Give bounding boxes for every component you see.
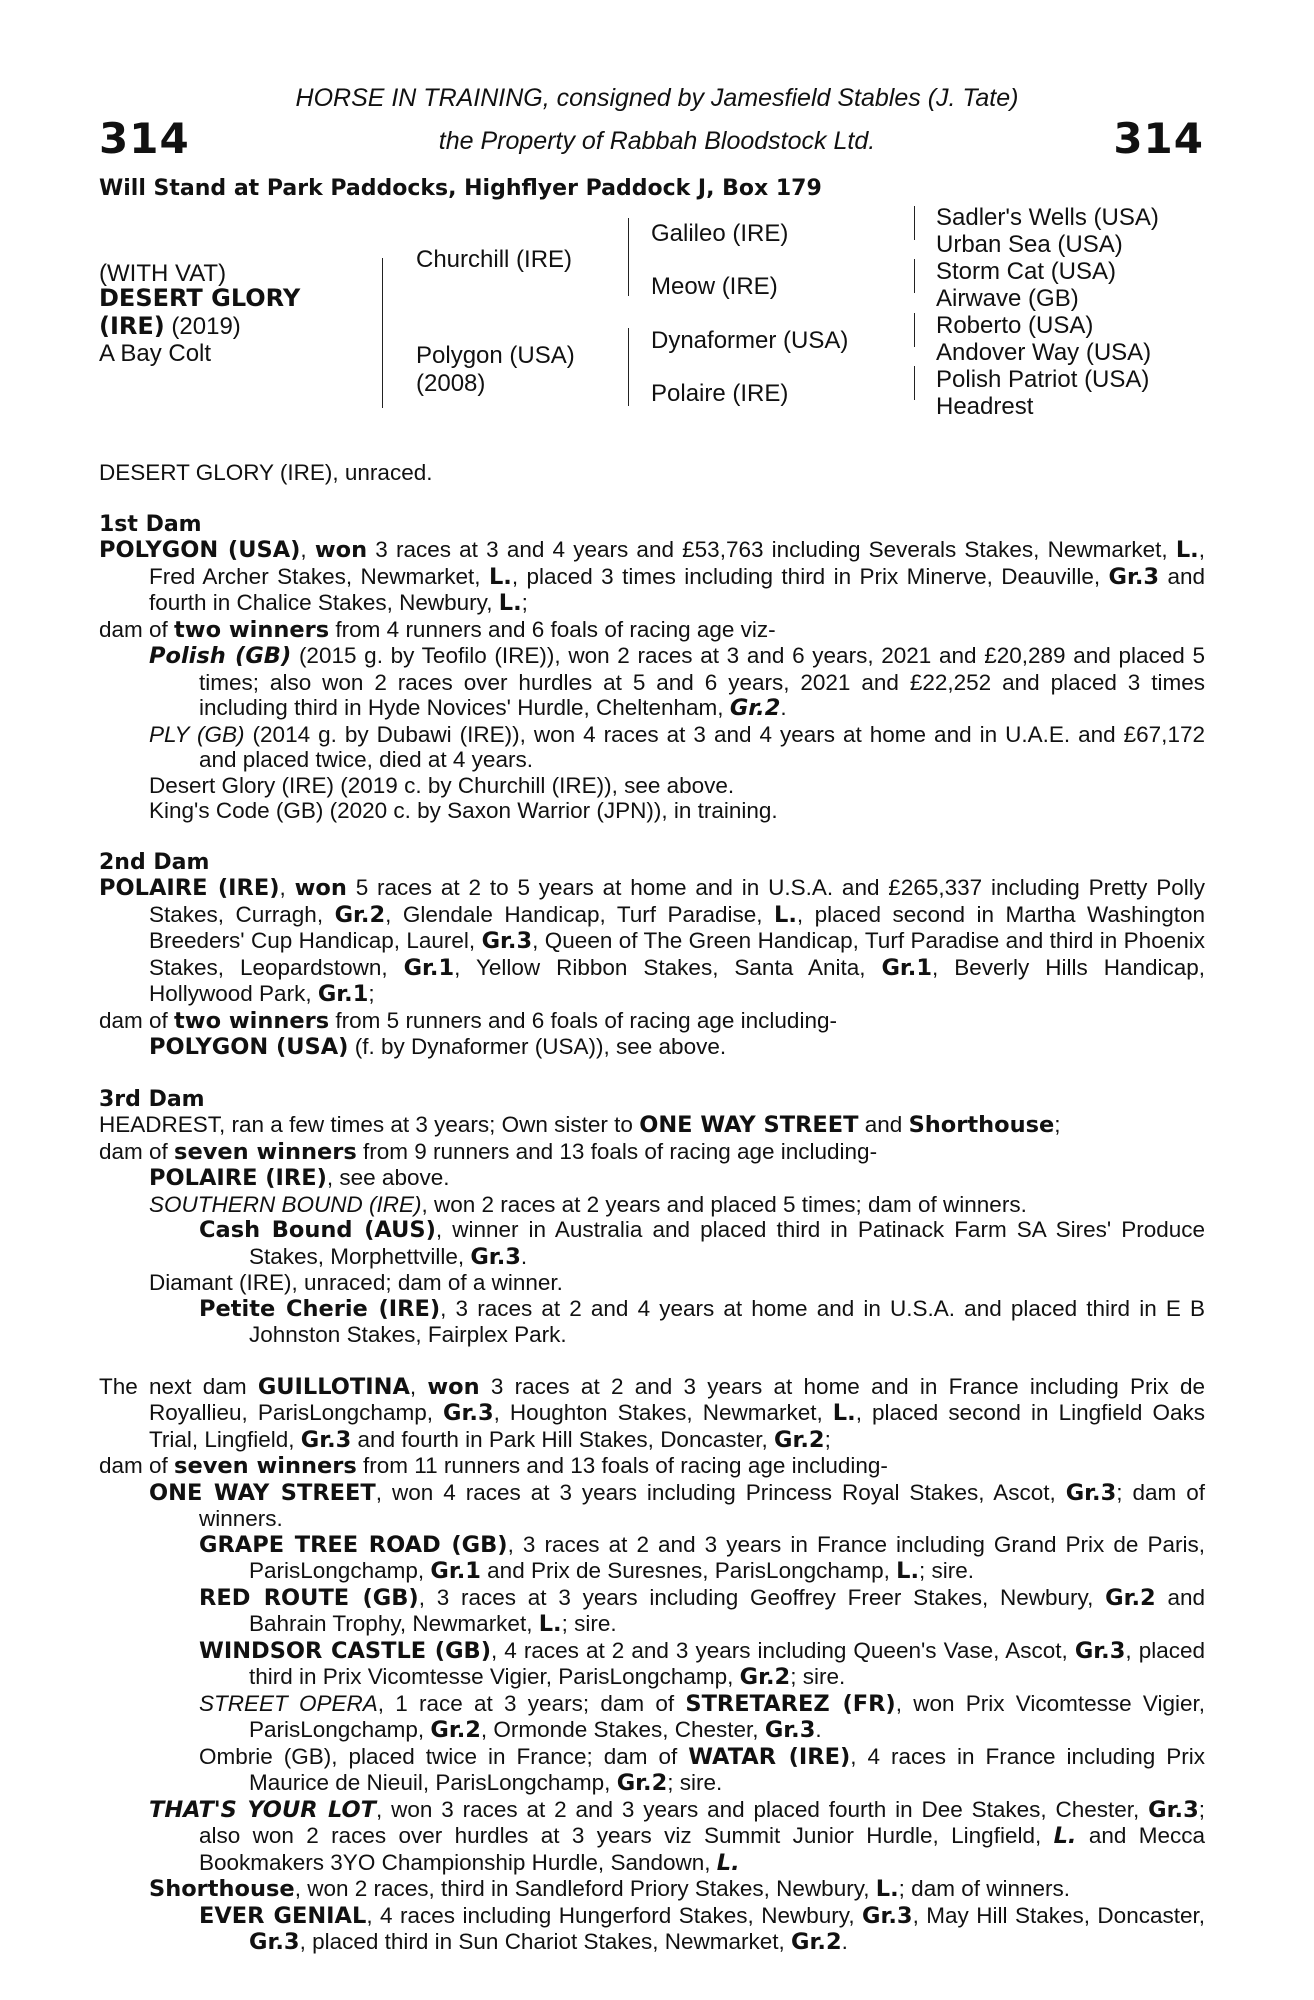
stand-location: Will Stand at Park Paddocks, Highflyer Paddock J, Box 179: [99, 176, 822, 201]
horse-name: DESERT GLORY: [99, 284, 301, 312]
third-dam-produce-summary: dam of seven winners from 9 runners and 13 foals of racing age including-: [99, 1138, 878, 1165]
first-dam-heading: 1st Dam: [99, 511, 202, 537]
pedigree-sire-sire: Galileo (IRE): [651, 220, 789, 247]
consignor-line: HORSE IN TRAINING, consigned by Jamesfield Stables (J. Tate): [295, 84, 1019, 112]
second-dam-produce-summary: dam of two winners from 5 runners and 6 foals of racing age including-: [99, 1007, 837, 1034]
pedigree-sss: Sadler's Wells (USA): [936, 204, 1159, 231]
produce-polish: Polish (GB) (2015 g. by Teofilo (IRE)), won 2 races at 3 and 6 years, 2021 and £20,289 and placed 5 times; also won 2 races over hurdles at 5 and 6 years, 2021 and £22,252 and placed 3 times including third in Hyde Novices' Hurdle, Cheltenham, Gr.2.: [149, 643, 1205, 721]
produce-ply: PLY (GB) (2014 g. by Dubawi (IRE)), won 4 races at 3 and 4 years at home and in U.A.E. and £67,172 and placed twice, died at 4 years.: [149, 721, 1205, 772]
lot-number-left: 314: [99, 114, 190, 163]
produce-shorthouse: Shorthouse, won 2 races, third in Sandleford Priory Stakes, Newbury, L.; dam of winners.: [149, 1876, 1070, 1902]
pedigree-sire-dam: Meow (IRE): [651, 273, 778, 300]
pedigree-brace-sd: [914, 259, 915, 293]
produce-thats-your-lot: THAT'S YOUR LOT, won 3 races at 2 and 3 years and placed fourth in Dee Stakes, Chester, Gr.3; also won 2 races over hurdles at 3 years viz Summit Junior Hurdle, Lingfield, L. and Mecca Bookmakers 3YO Championship Hurdle, Sandown, L.: [149, 1796, 1205, 1876]
third-dam-record: HEADREST, ran a few times at 3 years; Own sister to ONE WAY STREET and Shorthouse;: [99, 1112, 1061, 1138]
pedigree-dam-dam: Polaire (IRE): [651, 380, 789, 407]
horse-description: A Bay Colt: [99, 340, 212, 367]
produce-petite-cherie: Petite Cherie (IRE), 3 races at 2 and 4 years at home and in U.S.A. and placed third in E B Johnston Stakes, Fairplex Park.: [199, 1295, 1205, 1347]
property-line: the Property of Rabbah Bloodstock Ltd.: [438, 127, 876, 155]
pedigree-dam-sire: Dynaformer (USA): [651, 327, 849, 354]
produce-one-way-street: ONE WAY STREET, won 4 races at 3 years including Princess Royal Stakes, Ascot, Gr.3; dam of winners.: [149, 1479, 1205, 1531]
second-dam-heading: 2nd Dam: [99, 849, 210, 875]
pedigree-sdd: Airwave (GB): [936, 285, 1079, 312]
pedigree-brace-ds: [914, 313, 915, 347]
first-dam-produce-summary: dam of two winners from 4 runners and 6 foals of racing age viz-: [99, 616, 776, 643]
pedigree-sds: Storm Cat (USA): [936, 258, 1117, 285]
pedigree-brace-sire: [628, 218, 629, 296]
first-dam-record: POLYGON (USA), won 3 races at 3 and 4 years and £53,763 including Severals Stakes, Newmarket, L., Fred Archer Stakes, Newmarket, L., placed 3 times including third in Prix Minerve, Deauville, Gr.3 and fourth in Chalice Stakes, Newbury, L.;: [99, 537, 1205, 616]
produce-street-opera: STREET OPERA, 1 race at 3 years; dam of STRETAREZ (FR), won Prix Vicomtesse Vigier, ParisLongchamp, Gr.2, Ormonde Stakes, Chester, Gr.3.: [199, 1690, 1205, 1743]
produce-desert-glory: Desert Glory (IRE) (2019 c. by Churchill (IRE)), see above.: [149, 772, 735, 798]
pedigree-brace-ss: [914, 206, 915, 240]
pedigree-brace-dam: [628, 328, 629, 406]
produce-southern-bound: SOUTHERN BOUND (IRE), won 2 races at 2 years and placed 5 times; dam of winners.: [149, 1191, 1027, 1217]
pedigree-dam: Polygon (USA): [416, 342, 575, 369]
produce-red-route: RED ROUTE (GB), 3 races at 3 years including Geoffrey Freer Stakes, Newbury, Gr.2 and Bahrain Trophy, Newmarket, L.; sire.: [199, 1584, 1205, 1637]
produce-kings-code: King's Code (GB) (2020 c. by Saxon Warrior (JPN)), in training.: [149, 798, 778, 823]
second-dam-record: POLAIRE (IRE), won 5 races at 2 to 5 years at home and in U.S.A. and £265,337 including Pretty Polly Stakes, Curragh, Gr.2, Glendale Handicap, Turf Paradise, L., placed second in Martha Washington Breeders' Cup Handicap, Laurel, Gr.3, Queen of The Green Handicap, Turf Paradise and third in Phoenix Stakes, Leopardstown, Gr.1, Yellow Ribbon Stakes, Santa Anita, Gr.1, Beverly Hills Handicap, Hollywood Park, Gr.1;: [99, 875, 1206, 1007]
pedigree-ssd: Urban Sea (USA): [936, 231, 1123, 258]
third-dam-heading: 3rd Dam: [99, 1086, 205, 1112]
pedigree-brace-dd: [914, 366, 915, 400]
catalogue-body: [99, 460, 1205, 1956]
produce-cash-bound: Cash Bound (AUS), winner in Australia and placed third in Patinack Farm SA Sires' Produce Stakes, Morphettville, Gr.3.: [199, 1217, 1205, 1270]
lot-number-right: 314: [1113, 114, 1204, 163]
pedigree-dds: Polish Patriot (USA): [936, 366, 1150, 393]
next-dam-record: The next dam GUILLOTINA, won 3 races at 2 and 3 years at home and in France including Prix de Royallieu, ParisLongchamp, Gr.3, Houghton Stakes, Newmarket, L., placed second in Lingfield Oaks Trial, Lingfield, Gr.3 and fourth in Park Hill Stakes, Doncaster, Gr.2;: [99, 1373, 1205, 1453]
pedigree-dam-year: (2008): [416, 370, 486, 397]
pedigree-sire: Churchill (IRE): [416, 246, 573, 273]
produce-windsor-castle: WINDSOR CASTLE (GB), 4 races at 2 and 3 years including Queen's Vase, Ascot, Gr.3, placed third in Prix Vicomtesse Vigier, ParisLongchamp, Gr.2; sire.: [199, 1637, 1205, 1690]
pedigree-brace-main: [382, 258, 383, 408]
next-dam-produce-summary: dam of seven winners from 11 runners and 13 foals of racing age including-: [99, 1453, 888, 1479]
produce-diamant: Diamant (IRE), unraced; dam of a winner.: [149, 1270, 563, 1295]
produce-polygon: POLYGON (USA) (f. by Dynaformer (USA)), see above.: [149, 1034, 727, 1060]
pedigree-dss: Roberto (USA): [936, 312, 1094, 339]
intro-line: DESERT GLORY (IRE), unraced.: [99, 460, 433, 485]
produce-ombrie: Ombrie (GB), placed twice in France; dam of WATAR (IRE), 4 races in France including Prix Maurice de Nieuil, ParisLongchamp, Gr.2; sire.: [199, 1743, 1206, 1796]
pedigree-dsd: Andover Way (USA): [936, 339, 1152, 366]
produce-polaire: POLAIRE (IRE), see above.: [149, 1165, 450, 1191]
pedigree-ddd: Headrest: [936, 393, 1034, 420]
horse-suffix-year: (IRE) (2019): [99, 312, 241, 340]
vat-note: (WITH VAT): [99, 260, 227, 287]
produce-grape-tree-road: GRAPE TREE ROAD (GB), 3 races at 2 and 3 years in France including Grand Prix de Paris, ParisLongchamp, Gr.1 and Prix de Suresnes, ParisLongchamp, L.; sire.: [199, 1531, 1205, 1584]
produce-ever-genial: EVER GENIAL, 4 races including Hungerford Stakes, Newbury, Gr.3, May Hill Stakes, Doncaster, Gr.3, placed third in Sun Chariot Stakes, Newmarket, Gr.2.: [199, 1902, 1205, 1955]
